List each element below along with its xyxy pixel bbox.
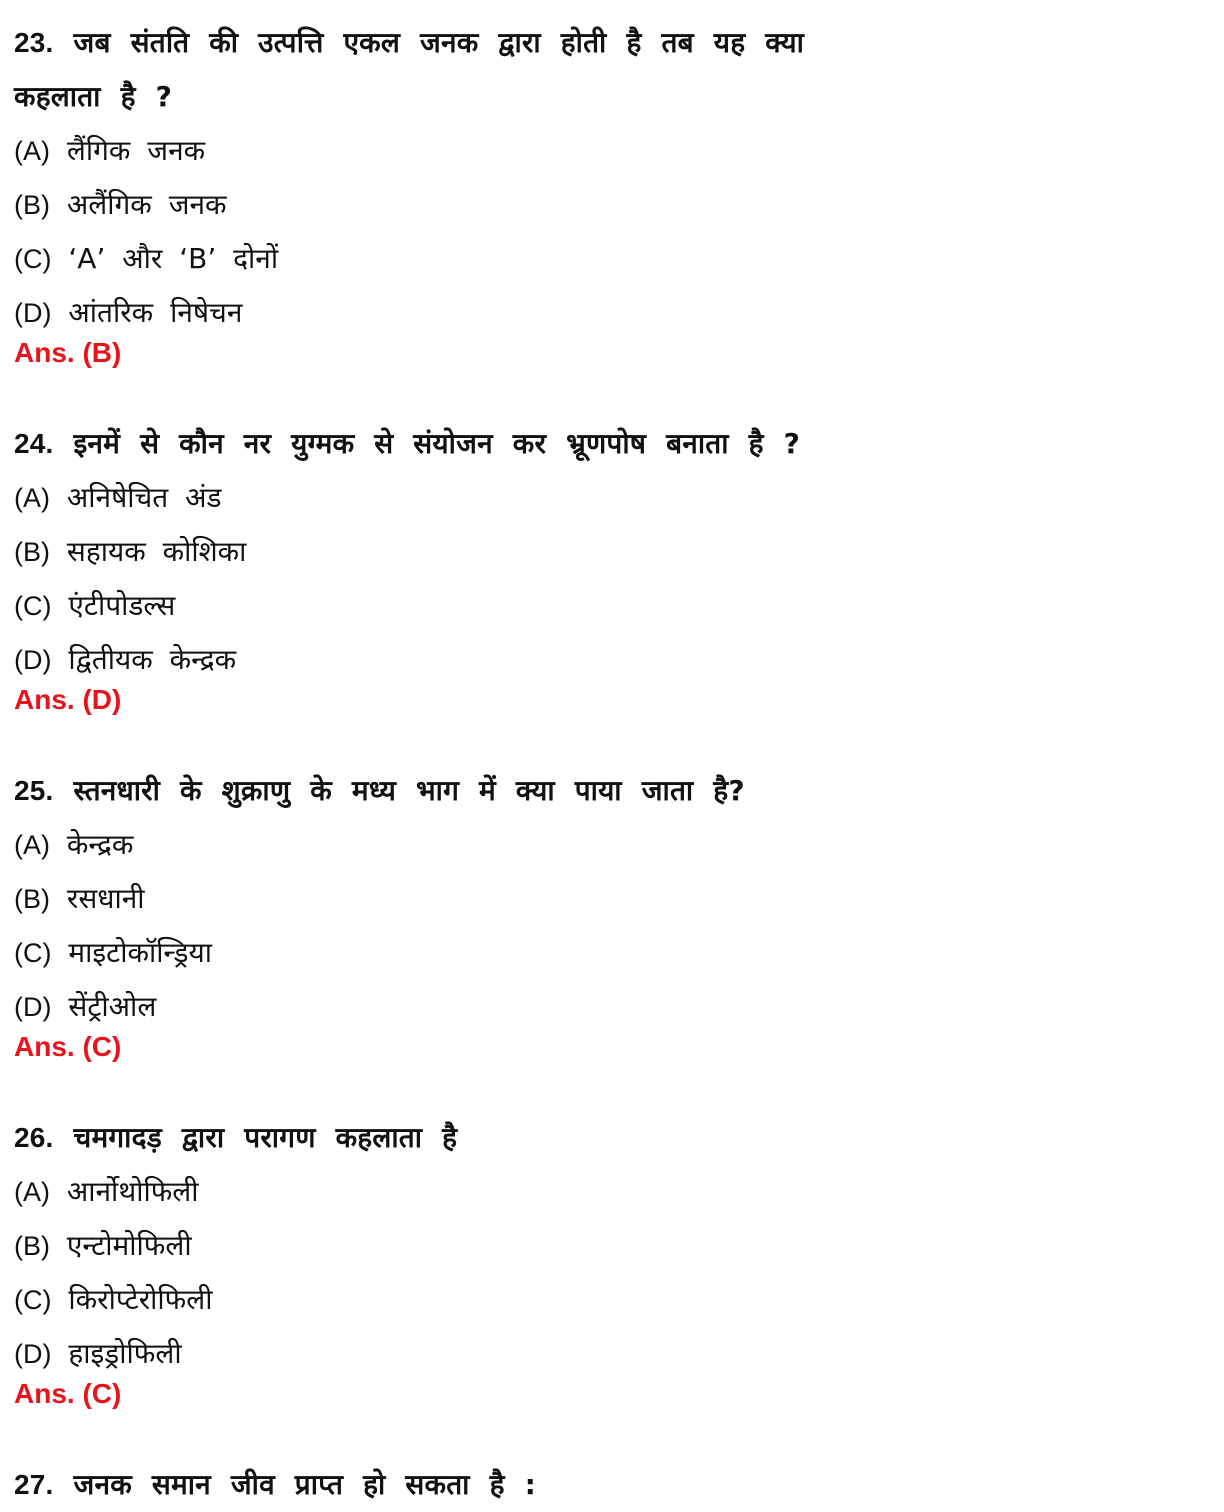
question-body: स्तनधारी के शुक्राणु के मध्य भाग में क्या पाया जाता है? xyxy=(73,774,745,807)
option-d xyxy=(14,980,1204,1034)
option-key: (C) xyxy=(14,938,52,968)
option-text: लैंगिक जनक xyxy=(66,134,206,167)
option-text: अनिषेचित अंड xyxy=(66,481,222,514)
question-27 xyxy=(14,1458,1204,1512)
option-key: (B) xyxy=(14,884,50,914)
option-text: आंतरिक निषेचन xyxy=(68,296,243,329)
option-c xyxy=(14,926,1204,980)
option-key: (D) xyxy=(14,298,52,328)
question-text xyxy=(14,764,1204,818)
question-text xyxy=(14,1458,1204,1512)
option-b xyxy=(14,178,1204,232)
options-list xyxy=(14,471,1204,687)
question-number: 23. xyxy=(14,27,54,58)
options-list xyxy=(14,818,1204,1034)
option-key: (C) xyxy=(14,591,52,621)
option-key: (B) xyxy=(14,1231,50,1261)
option-d xyxy=(14,1327,1204,1381)
question-body: इनमें से कौन नर युग्मक से संयोजन कर भ्रूणपोष बनाता है ? xyxy=(73,427,801,460)
option-key: (B) xyxy=(14,537,50,567)
option-a xyxy=(14,1165,1204,1219)
question-body: चमगादड़ द्वारा परागण कहलाता है xyxy=(73,1121,458,1154)
question-number: 27. xyxy=(14,1469,54,1500)
question-24 xyxy=(14,417,1204,719)
option-text: माइटोकॉन्ड्रिया xyxy=(68,936,213,969)
option-text: हाइड्रोफिली xyxy=(68,1337,182,1370)
option-a xyxy=(14,124,1204,178)
option-c xyxy=(14,579,1204,633)
option-text: आर्नोथोफिली xyxy=(66,1175,199,1208)
answer-label: Ans. (B) xyxy=(14,337,122,368)
question-23 xyxy=(14,16,1204,372)
answer-label: Ans. (D) xyxy=(14,684,122,715)
option-key: (A) xyxy=(14,136,50,166)
option-d xyxy=(14,286,1204,340)
option-text: द्वितीयक केन्द्रक xyxy=(68,643,237,676)
option-c xyxy=(14,1273,1204,1327)
option-c xyxy=(14,232,1204,286)
option-text: सहायक कोशिका xyxy=(66,535,247,568)
options-list xyxy=(14,124,1204,340)
option-b xyxy=(14,1219,1204,1273)
option-b xyxy=(14,525,1204,579)
question-number: 26. xyxy=(14,1122,54,1153)
option-text: रसधानी xyxy=(66,882,145,915)
answer-label: Ans. (C) xyxy=(14,1031,122,1062)
question-text xyxy=(14,417,1204,471)
option-text: सेंट्रीओल xyxy=(68,990,157,1023)
question-number: 25. xyxy=(14,775,54,806)
option-text: एंटीपोडल्स xyxy=(68,589,176,622)
question-25 xyxy=(14,764,1204,1066)
option-key: (A) xyxy=(14,1177,50,1207)
answer-label: Ans. (C) xyxy=(14,1378,122,1409)
option-key: (D) xyxy=(14,645,52,675)
question-body: जनक समान जीव प्राप्त हो सकता है : xyxy=(73,1468,536,1501)
option-text: केन्द्रक xyxy=(66,828,134,861)
question-text xyxy=(14,16,894,124)
question-26 xyxy=(14,1111,1204,1413)
option-key: (D) xyxy=(14,1339,52,1369)
option-text: एन्टोमोफिली xyxy=(66,1229,192,1262)
option-key: (A) xyxy=(14,483,50,513)
options-list xyxy=(14,1165,1204,1381)
option-text: किरोप्टेरोफिली xyxy=(68,1283,213,1316)
option-a xyxy=(14,818,1204,872)
question-body: जब संतति की उत्पत्ति एकल जनक द्वारा होती है तब यह क्या कहलाता है ? xyxy=(14,26,805,113)
option-key: (C) xyxy=(14,244,52,274)
option-key: (B) xyxy=(14,190,50,220)
option-b xyxy=(14,872,1204,926)
option-key: (A) xyxy=(14,830,50,860)
option-text: अलैंगिक जनक xyxy=(66,188,227,221)
option-key: (C) xyxy=(14,1285,52,1315)
option-text: ‘A’ और ‘B’ दोनों xyxy=(68,242,279,275)
question-number: 24. xyxy=(14,428,54,459)
option-key: (D) xyxy=(14,992,52,1022)
option-d xyxy=(14,633,1204,687)
question-text xyxy=(14,1111,1204,1165)
option-a xyxy=(14,471,1204,525)
